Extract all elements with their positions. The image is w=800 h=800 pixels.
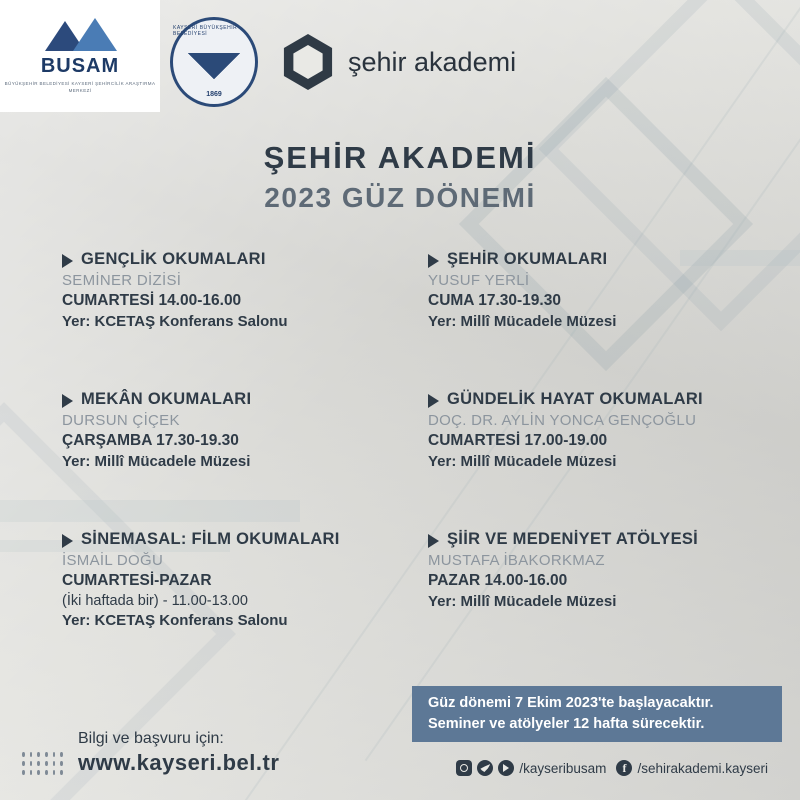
busam-logo-text: BUSAM xyxy=(40,55,120,78)
course-person: DURSUN ÇİÇEK xyxy=(62,412,180,429)
course-time: ÇARŞAMBA 17.30-19.30 xyxy=(62,432,239,449)
course-row xyxy=(0,530,800,629)
course-person: MUSTAFA İBAKORKMAZ xyxy=(428,552,605,569)
course-card-siir-ve-medeniyet-atolyesi xyxy=(380,530,760,629)
course-time: CUMA 17.30-19.30 xyxy=(428,292,561,309)
course-place: Yer: KCETAŞ Konferans Salonu xyxy=(62,612,288,629)
contact-label: Bilgi ve başvuru için: xyxy=(78,730,224,747)
social-handle-busam[interactable]: /kayseribusam xyxy=(519,760,607,776)
triangle-bullet-icon xyxy=(62,254,73,268)
course-card-sehir-okumalari xyxy=(380,250,760,330)
course-name: SİNEMASAL: FİLM OKUMALARI xyxy=(81,530,340,548)
course-name: GENÇLİK OKUMALARI xyxy=(81,250,266,268)
course-person: YUSUF YERLİ xyxy=(428,272,530,289)
course-time: CUMARTESİ 17.00-19.00 xyxy=(428,432,608,449)
website-link[interactable]: www.kayseri.bel.tr xyxy=(78,750,280,775)
course-name: GÜNDELİK HAYAT OKUMALARI xyxy=(447,390,703,408)
dot-pattern-decoration xyxy=(22,752,68,779)
busam-logo-subtext: BÜYÜKŞEHİR BELEDİYESİ KAYSERİ ŞEHİRCİLİK ARAŞTIRMA MERKEZİ xyxy=(4,81,156,93)
course-row xyxy=(0,390,800,470)
social-handle-sehirakademi[interactable]: /sehirakademi.kayseri xyxy=(637,760,768,776)
triangle-bullet-icon xyxy=(428,534,439,548)
course-time: CUMARTESİ 14.00-16.00 xyxy=(62,292,242,309)
course-card-mekan-okumalari xyxy=(0,390,380,470)
kayseri-seal-ring-text: KAYSERİ BÜYÜKŞEHİR BELEDİYESİ xyxy=(173,25,238,37)
course-person: İSMAİL DOĞU xyxy=(62,552,164,569)
busam-logo xyxy=(0,0,160,112)
hexagon-logo-icon xyxy=(280,34,336,90)
course-time: CUMARTESİ-PAZAR xyxy=(62,572,212,589)
course-grid xyxy=(0,250,800,629)
course-place: Yer: Millî Mücadele Müzesi xyxy=(428,453,617,470)
course-time-note: (İki haftada bir) - 11.00-13.00 xyxy=(62,593,248,609)
mountain-icon xyxy=(43,17,117,51)
note-line-1: Güz dönemi 7 Ekim 2023'te başlayacaktır. xyxy=(428,694,714,711)
course-card-genclik-okumalari xyxy=(0,250,380,330)
note-line-2: Seminer ve atölyeler 12 hafta sürecektir. xyxy=(428,716,705,732)
course-card-gundelik-hayat-okumalari xyxy=(380,390,760,470)
logo-bar xyxy=(0,0,516,112)
triangle-bullet-icon xyxy=(428,394,439,408)
schedule-note-box xyxy=(412,686,782,742)
title-primary: ŞEHİR AKADEMİ xyxy=(263,140,537,175)
course-name: MEKÂN OKUMALARI xyxy=(81,390,252,408)
course-time: PAZAR 14.00-16.00 xyxy=(428,572,568,589)
sehir-akademi-logo-text: şehir akademi xyxy=(348,46,517,77)
facebook-icon[interactable]: f xyxy=(616,760,632,776)
triangle-bullet-icon xyxy=(62,534,73,548)
erciyes-mountain-icon xyxy=(188,53,240,79)
sehir-akademi-logo xyxy=(280,34,516,90)
course-row xyxy=(0,250,800,330)
kayseri-municipality-logo xyxy=(170,18,258,106)
contact-info xyxy=(78,730,279,776)
kayseri-seal-year: 1869 xyxy=(206,91,222,98)
course-place: Yer: KCETAŞ Konferans Salonu xyxy=(62,313,288,330)
course-card-sinemasal-film-okumalari xyxy=(0,530,380,629)
title-secondary: 2023 GÜZ DÖNEMİ xyxy=(264,182,536,213)
course-person: SEMİNER DİZİSİ xyxy=(62,272,182,289)
course-place: Yer: Millî Mücadele Müzesi xyxy=(62,453,251,470)
course-name: ŞİİR VE MEDENİYET ATÖLYESİ xyxy=(447,530,699,548)
course-name: ŞEHİR OKUMALARI xyxy=(447,250,608,268)
instagram-icon[interactable] xyxy=(456,760,472,776)
course-person: DOÇ. DR. AYLİN YONCA GENÇOĞLU xyxy=(428,412,697,429)
course-place: Yer: Millî Mücadele Müzesi xyxy=(428,313,617,330)
social-bar xyxy=(456,760,778,776)
triangle-bullet-icon xyxy=(428,254,439,268)
page-title xyxy=(0,140,800,214)
course-place: Yer: Millî Mücadele Müzesi xyxy=(428,593,617,610)
youtube-icon[interactable] xyxy=(498,760,514,776)
twitter-icon[interactable] xyxy=(477,760,493,776)
triangle-bullet-icon xyxy=(62,394,73,408)
